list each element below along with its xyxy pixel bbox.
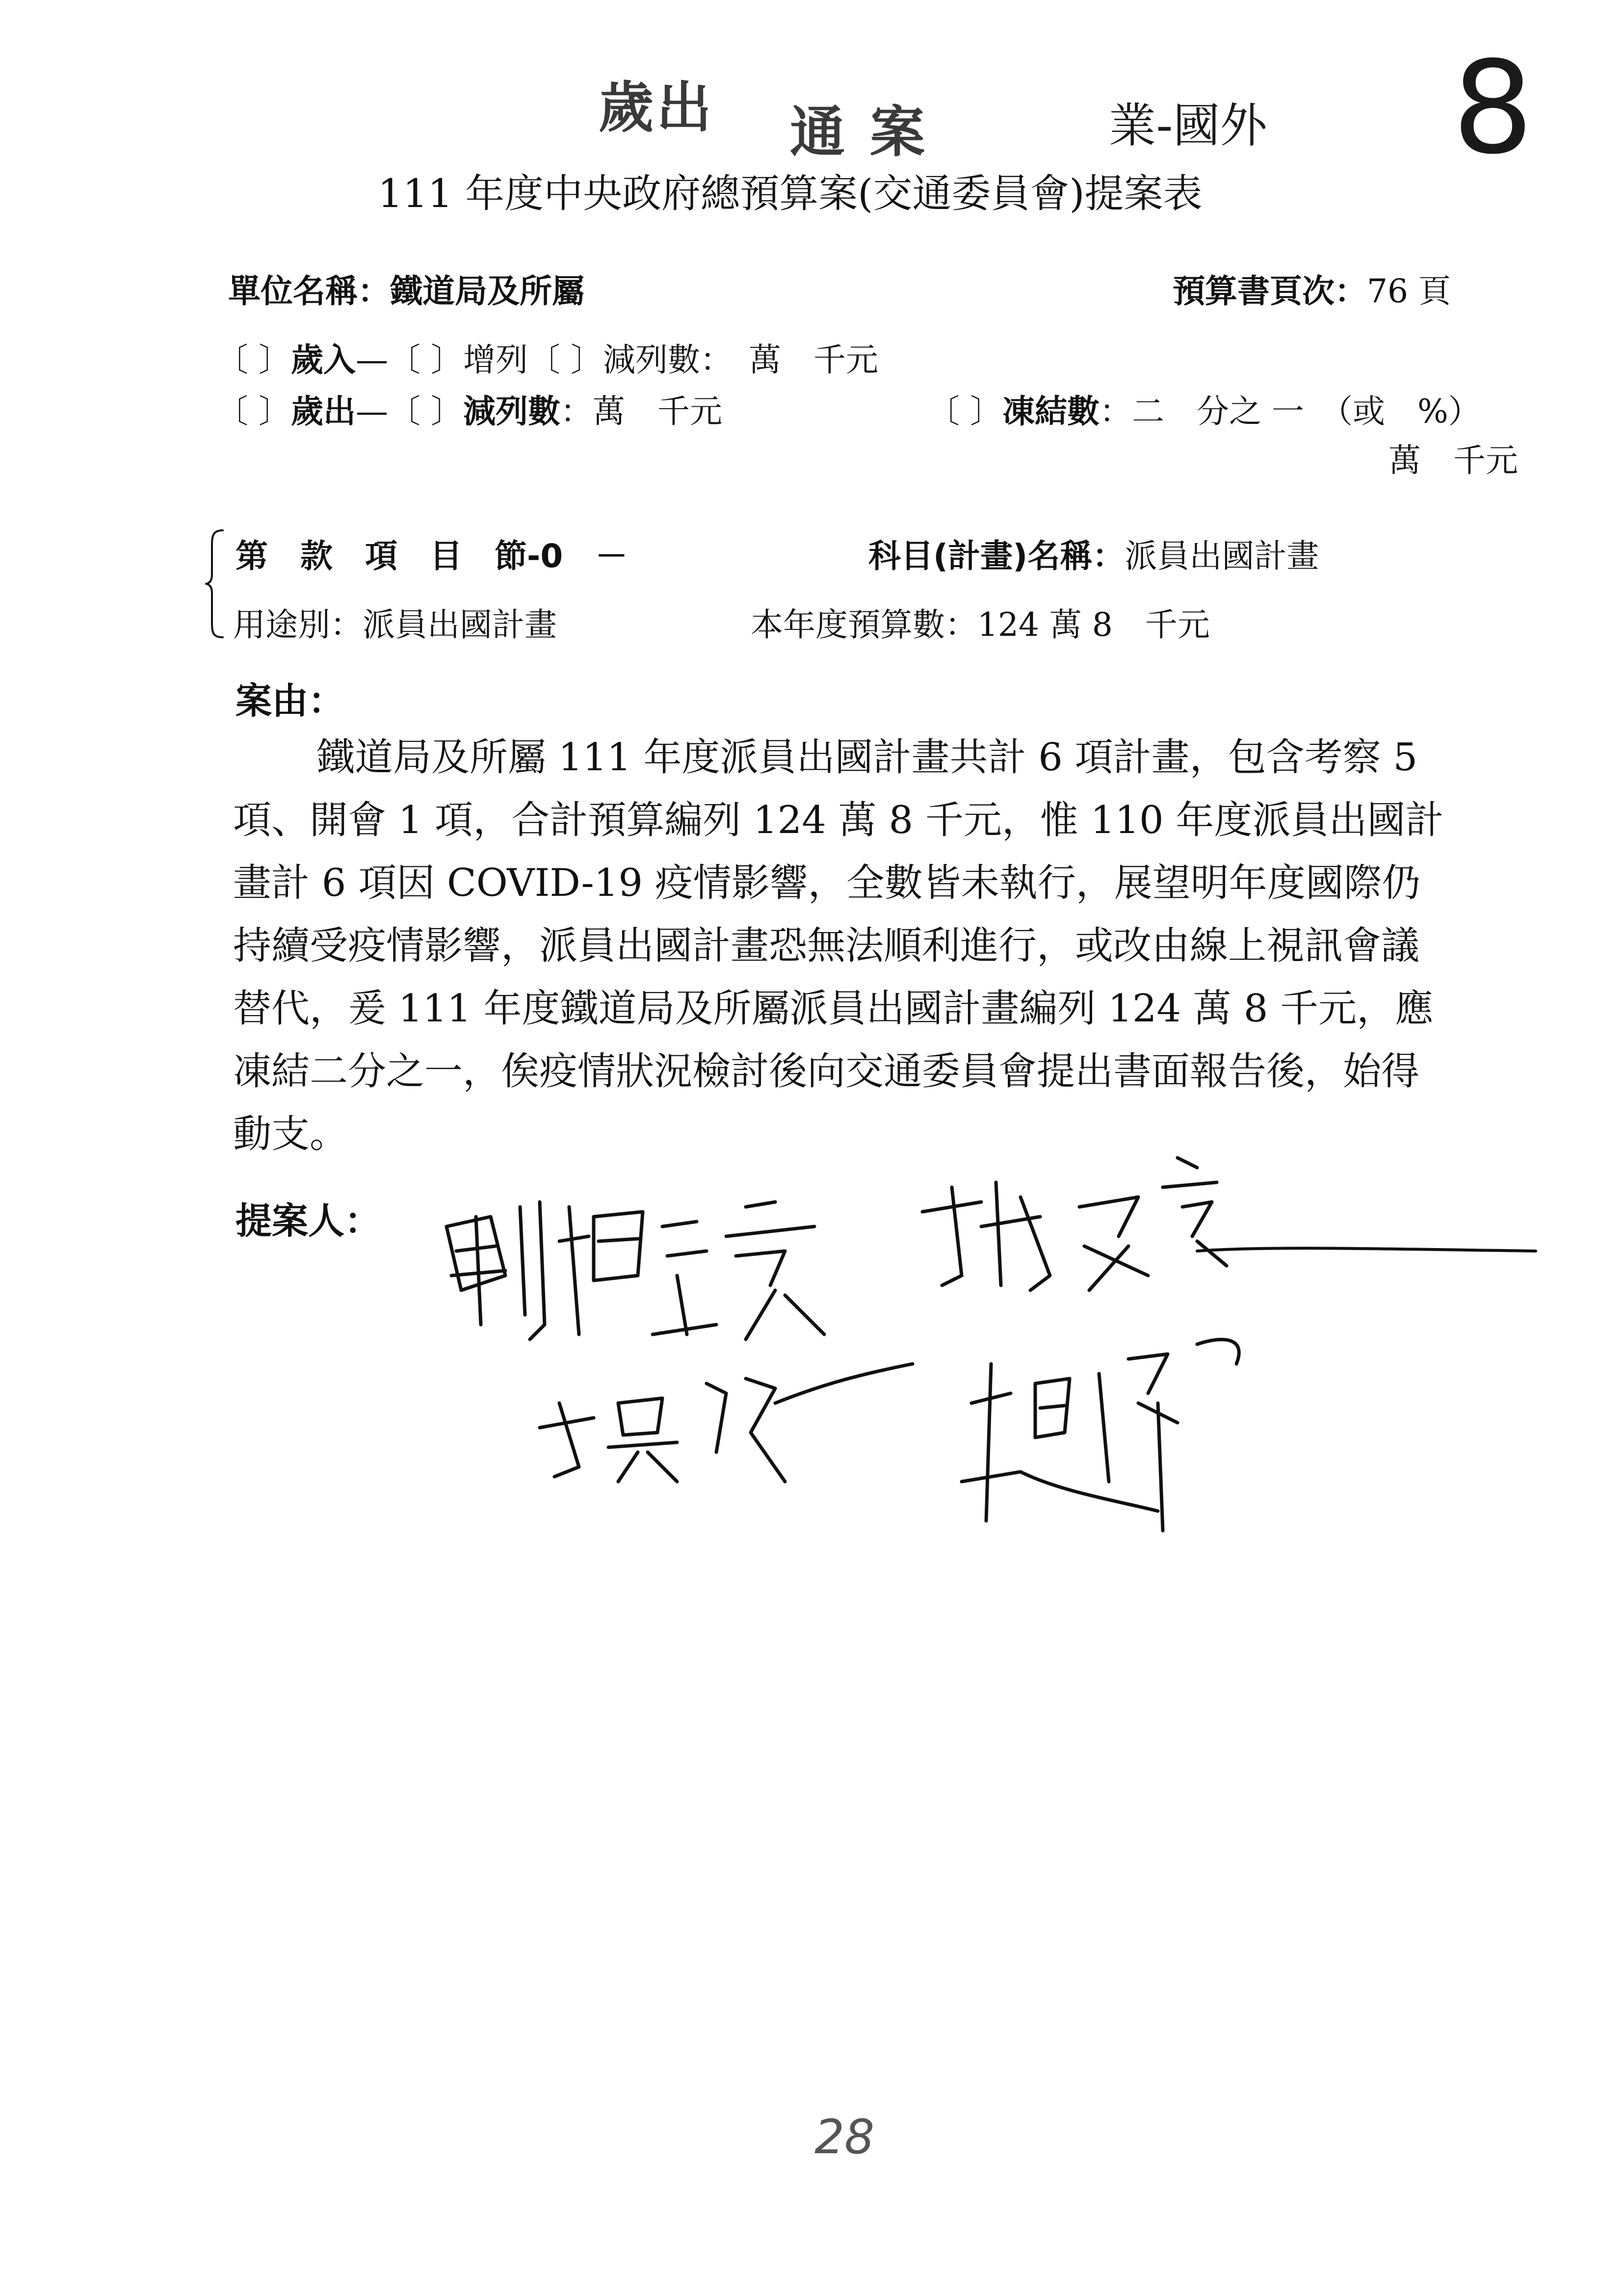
freeze-rest: ：二 分之 一 （或 %） bbox=[1099, 392, 1481, 430]
subject-value: 派員出國計畫 bbox=[1125, 537, 1319, 575]
document-title: 111 年度中央政府總預算案(交通委員會)提案表 bbox=[378, 171, 1203, 216]
freeze-line bbox=[927, 385, 1481, 432]
unit-label: 單位名稱： bbox=[228, 272, 390, 310]
reduce-rest: ：萬 千元 bbox=[560, 392, 722, 430]
reason-body bbox=[233, 726, 1445, 1166]
signature-2-icon bbox=[922, 1158, 1536, 1290]
annual-budget-value: 124 萬 8 千元 bbox=[977, 606, 1210, 644]
budget-page-row bbox=[1173, 265, 1451, 312]
usage-value: 派員出國計畫 bbox=[363, 606, 557, 644]
subject-line bbox=[868, 530, 1319, 576]
signature-4-icon bbox=[962, 1339, 1239, 1531]
annual-budget-line bbox=[751, 599, 1210, 645]
expense-checkbox: 〔 〕 bbox=[216, 392, 291, 430]
handwritten-category-tag: 業-國外 bbox=[1109, 98, 1267, 153]
signatures-icon bbox=[432, 1128, 1560, 1570]
budget-page-label: 預算書頁次： bbox=[1173, 272, 1367, 310]
usage-line bbox=[233, 599, 557, 645]
bracket-icon bbox=[205, 527, 225, 640]
page-mark: 8 bbox=[1452, 34, 1534, 183]
signature-3-icon bbox=[540, 1364, 913, 1482]
freeze-checkbox: 〔 〕 bbox=[927, 392, 1002, 430]
revenue-checkbox: 〔 〕 bbox=[216, 341, 291, 379]
expense-dash: —〔 〕 bbox=[355, 392, 463, 430]
expense-label: 歲出 bbox=[290, 392, 356, 430]
stamp-general-case: 通 案 bbox=[790, 100, 928, 164]
unit-row bbox=[228, 265, 584, 312]
freeze-unit: 萬 千元 bbox=[1388, 442, 1518, 479]
freeze-label: 凍結數 bbox=[1002, 392, 1100, 430]
revenue-line bbox=[216, 334, 878, 380]
reason-label: 案由： bbox=[236, 680, 344, 722]
reduce-label: 減列數 bbox=[463, 392, 560, 430]
revenue-rest: —〔 〕增列〔 〕減列數： 萬 千元 bbox=[355, 341, 878, 379]
subject-label: 科目(計畫)名稱： bbox=[868, 537, 1125, 575]
item-sections: 第 款 項 目 節-0 － bbox=[236, 537, 628, 575]
budget-page-value: 76 頁 bbox=[1367, 272, 1451, 310]
item-line bbox=[236, 530, 628, 576]
signature-1-icon bbox=[446, 1202, 824, 1339]
footer-mark: 28 bbox=[814, 2110, 875, 2165]
expense-line bbox=[216, 385, 722, 432]
usage-label: 用途別： bbox=[233, 606, 363, 644]
proposer-label: 提案人： bbox=[236, 1200, 381, 1242]
unit-value: 鐵道局及所屬 bbox=[390, 272, 584, 310]
reason-text: 鐵道局及所屬 111 年度派員出國計畫共計 6 項計畫，包含考察 5 項、開會 1 項，合計預算編列 124 萬 8 千元，惟 110 年度派員出國計畫計 6 項因 COVID-19 疫情影響，全數皆未執行，展望明年度國際仍持續受疫情影響，派員出國計畫恐無法順利進行，或改由線上視訊會議替代，爰 111 年度鐵道局及所屬派員出國計畫編列 124 萬 8 千元，應凍結二分之一，俟疫情狀況檢討後向交通委員會提出書面報告後，始得動支。 bbox=[233, 735, 1444, 1156]
stamp-expense: 歲出 bbox=[599, 76, 714, 140]
revenue-label: 歲入 bbox=[290, 341, 356, 379]
annual-budget-label: 本年度預算數： bbox=[751, 606, 977, 644]
